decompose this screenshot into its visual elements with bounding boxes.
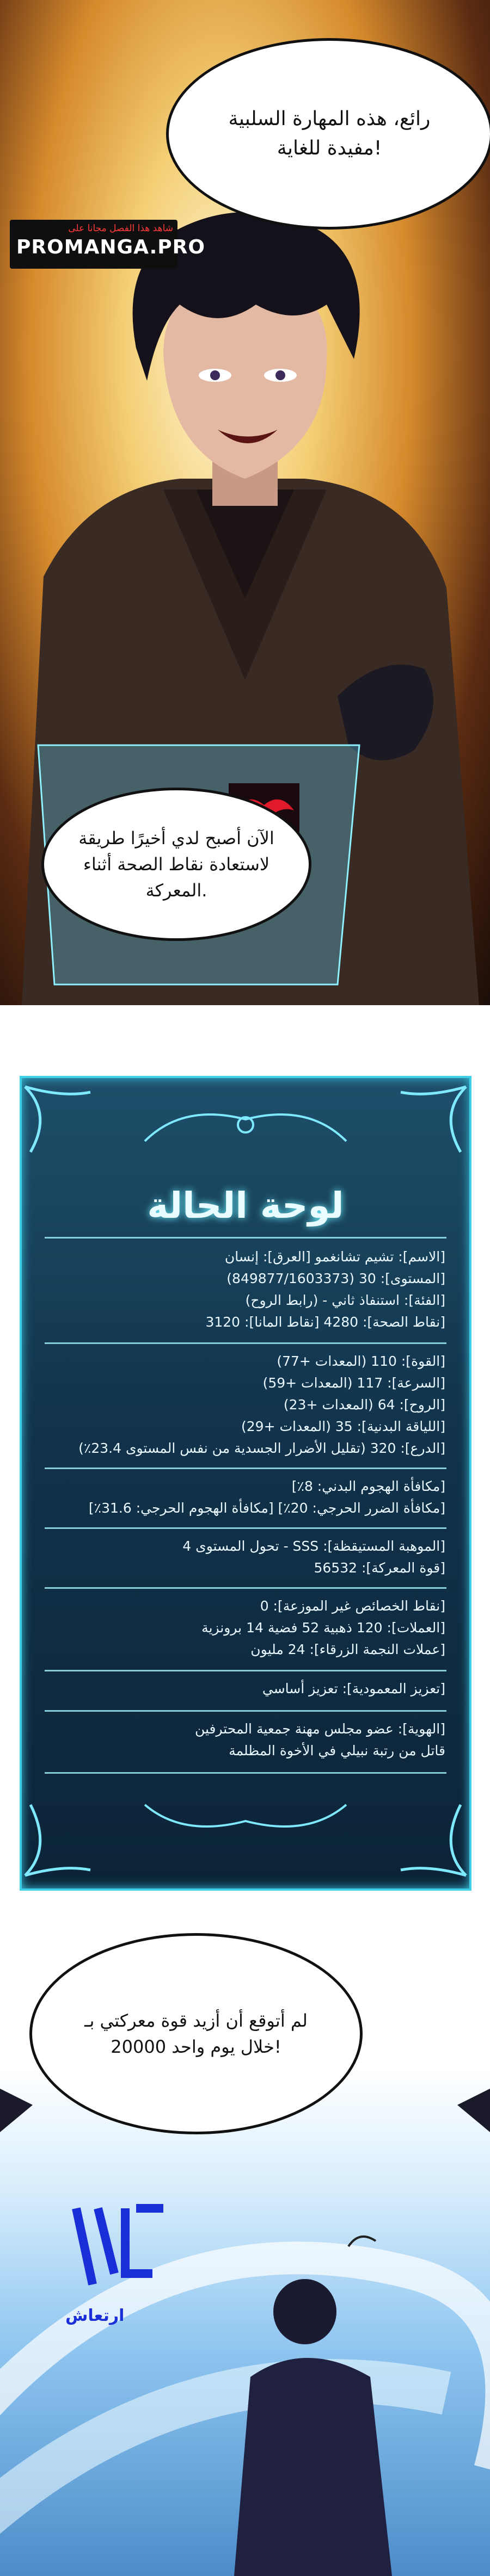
status-title: لوحة الحالة [147, 1185, 344, 1227]
stat-fitness: [اللياقة البدنية]: 35 (المعدات +29) [241, 1419, 445, 1434]
stat-class: [الفئة]: استنفاذ ثاني - (رابط الروح) [245, 1292, 445, 1308]
manga-panel-1 [0, 0, 490, 1005]
divider-5 [45, 1587, 446, 1589]
stat-speed: [السرعة]: 117 (المعدات +59) [262, 1375, 445, 1391]
divider-6 [45, 1670, 446, 1671]
stat-identity: [الهوية]: عضو مجلس مهنة جمعية المحترفين [194, 1721, 445, 1737]
watermark-caption: شاهد هذا الفصل مجانا على [68, 223, 173, 234]
divider-3 [45, 1467, 446, 1469]
divider-8 [45, 1772, 446, 1774]
divider-2 [45, 1342, 446, 1344]
speech-bubble-bottom-panel [29, 1933, 363, 2134]
speech-text-bottom-panel: لم أتوقع أن أزيد قوة معركتي بـ 20000 خلال يوم واحد! [84, 2010, 308, 2057]
divider-7 [45, 1710, 446, 1712]
stat-talent: [الموهبة المستيقظة]: SSS - تحول المستوى 4 [182, 1538, 445, 1554]
stat-level: [المستوى]: 30 (849877/1603373) [226, 1271, 445, 1286]
stat-currency: [العملات]: 120 ذهبية 52 فضية 14 برونزية [201, 1620, 445, 1636]
stat-strength: [القوة]: 110 (المعدات +77) [277, 1353, 445, 1369]
sfx-text: ارتعاش [65, 2306, 125, 2325]
stat-name-race: [الاسم]: تشيم تشانغمو [العرق]: إنسان [224, 1249, 445, 1265]
stat-unallocated-points: [نقاط الخصائص غير الموزعة]: 0 [260, 1598, 445, 1614]
manga-panel-3 [0, 1925, 490, 2576]
stat-blue-star-coins: [عملات النجمة الزرقاء]: 24 مليون [250, 1642, 445, 1657]
speech-bubble-bottom [41, 788, 311, 941]
stat-spirit: [الروح]: 64 (المعدات +23) [283, 1397, 445, 1413]
stat-physical-bonus: [مكافأة الهجوم البدني: 8٪] [291, 1478, 445, 1494]
speech-text-top: رائع، هذه المهارة السلبية مفيدة للغاية! [228, 108, 431, 159]
ornament-bottom-icon [20, 1783, 471, 1881]
status-window-panel [20, 1076, 471, 1891]
stat-hp-mp: [نقاط الصحة]: 4280 [نقاط المانا]: 3120 [205, 1314, 445, 1330]
speech-bubble-top [166, 38, 490, 230]
watermark-badge [10, 220, 205, 269]
stat-battle-power: [قوة المعركة]: 56532 [314, 1560, 445, 1576]
ornament-top-icon [20, 1081, 471, 1168]
stat-identity-rank: قاتل من رتبة نبيلي في الأخوة المظلمة [229, 1743, 445, 1758]
divider-1 [45, 1237, 446, 1239]
watermark-site: PROMANGA.PRO [16, 236, 205, 258]
stat-baptism: [تعزيز المعمودية]: تعزيز أساسي [262, 1681, 445, 1696]
speech-text-bottom: الآن أصبح لدي أخيرًا طريقة لاستعادة نقاط الصحة أثناء المعركة. [78, 828, 274, 901]
stat-critical-bonus: [مكافأة الضرر الحرجي: 20٪] [مكافأة الهجوم الحرجي: 31.6٪] [88, 1500, 445, 1516]
divider-4 [45, 1527, 446, 1529]
stat-armor: [الدرع]: 320 (تقليل الأضرار الجسدية من نفس المستوى 23.4٪) [78, 1440, 445, 1456]
